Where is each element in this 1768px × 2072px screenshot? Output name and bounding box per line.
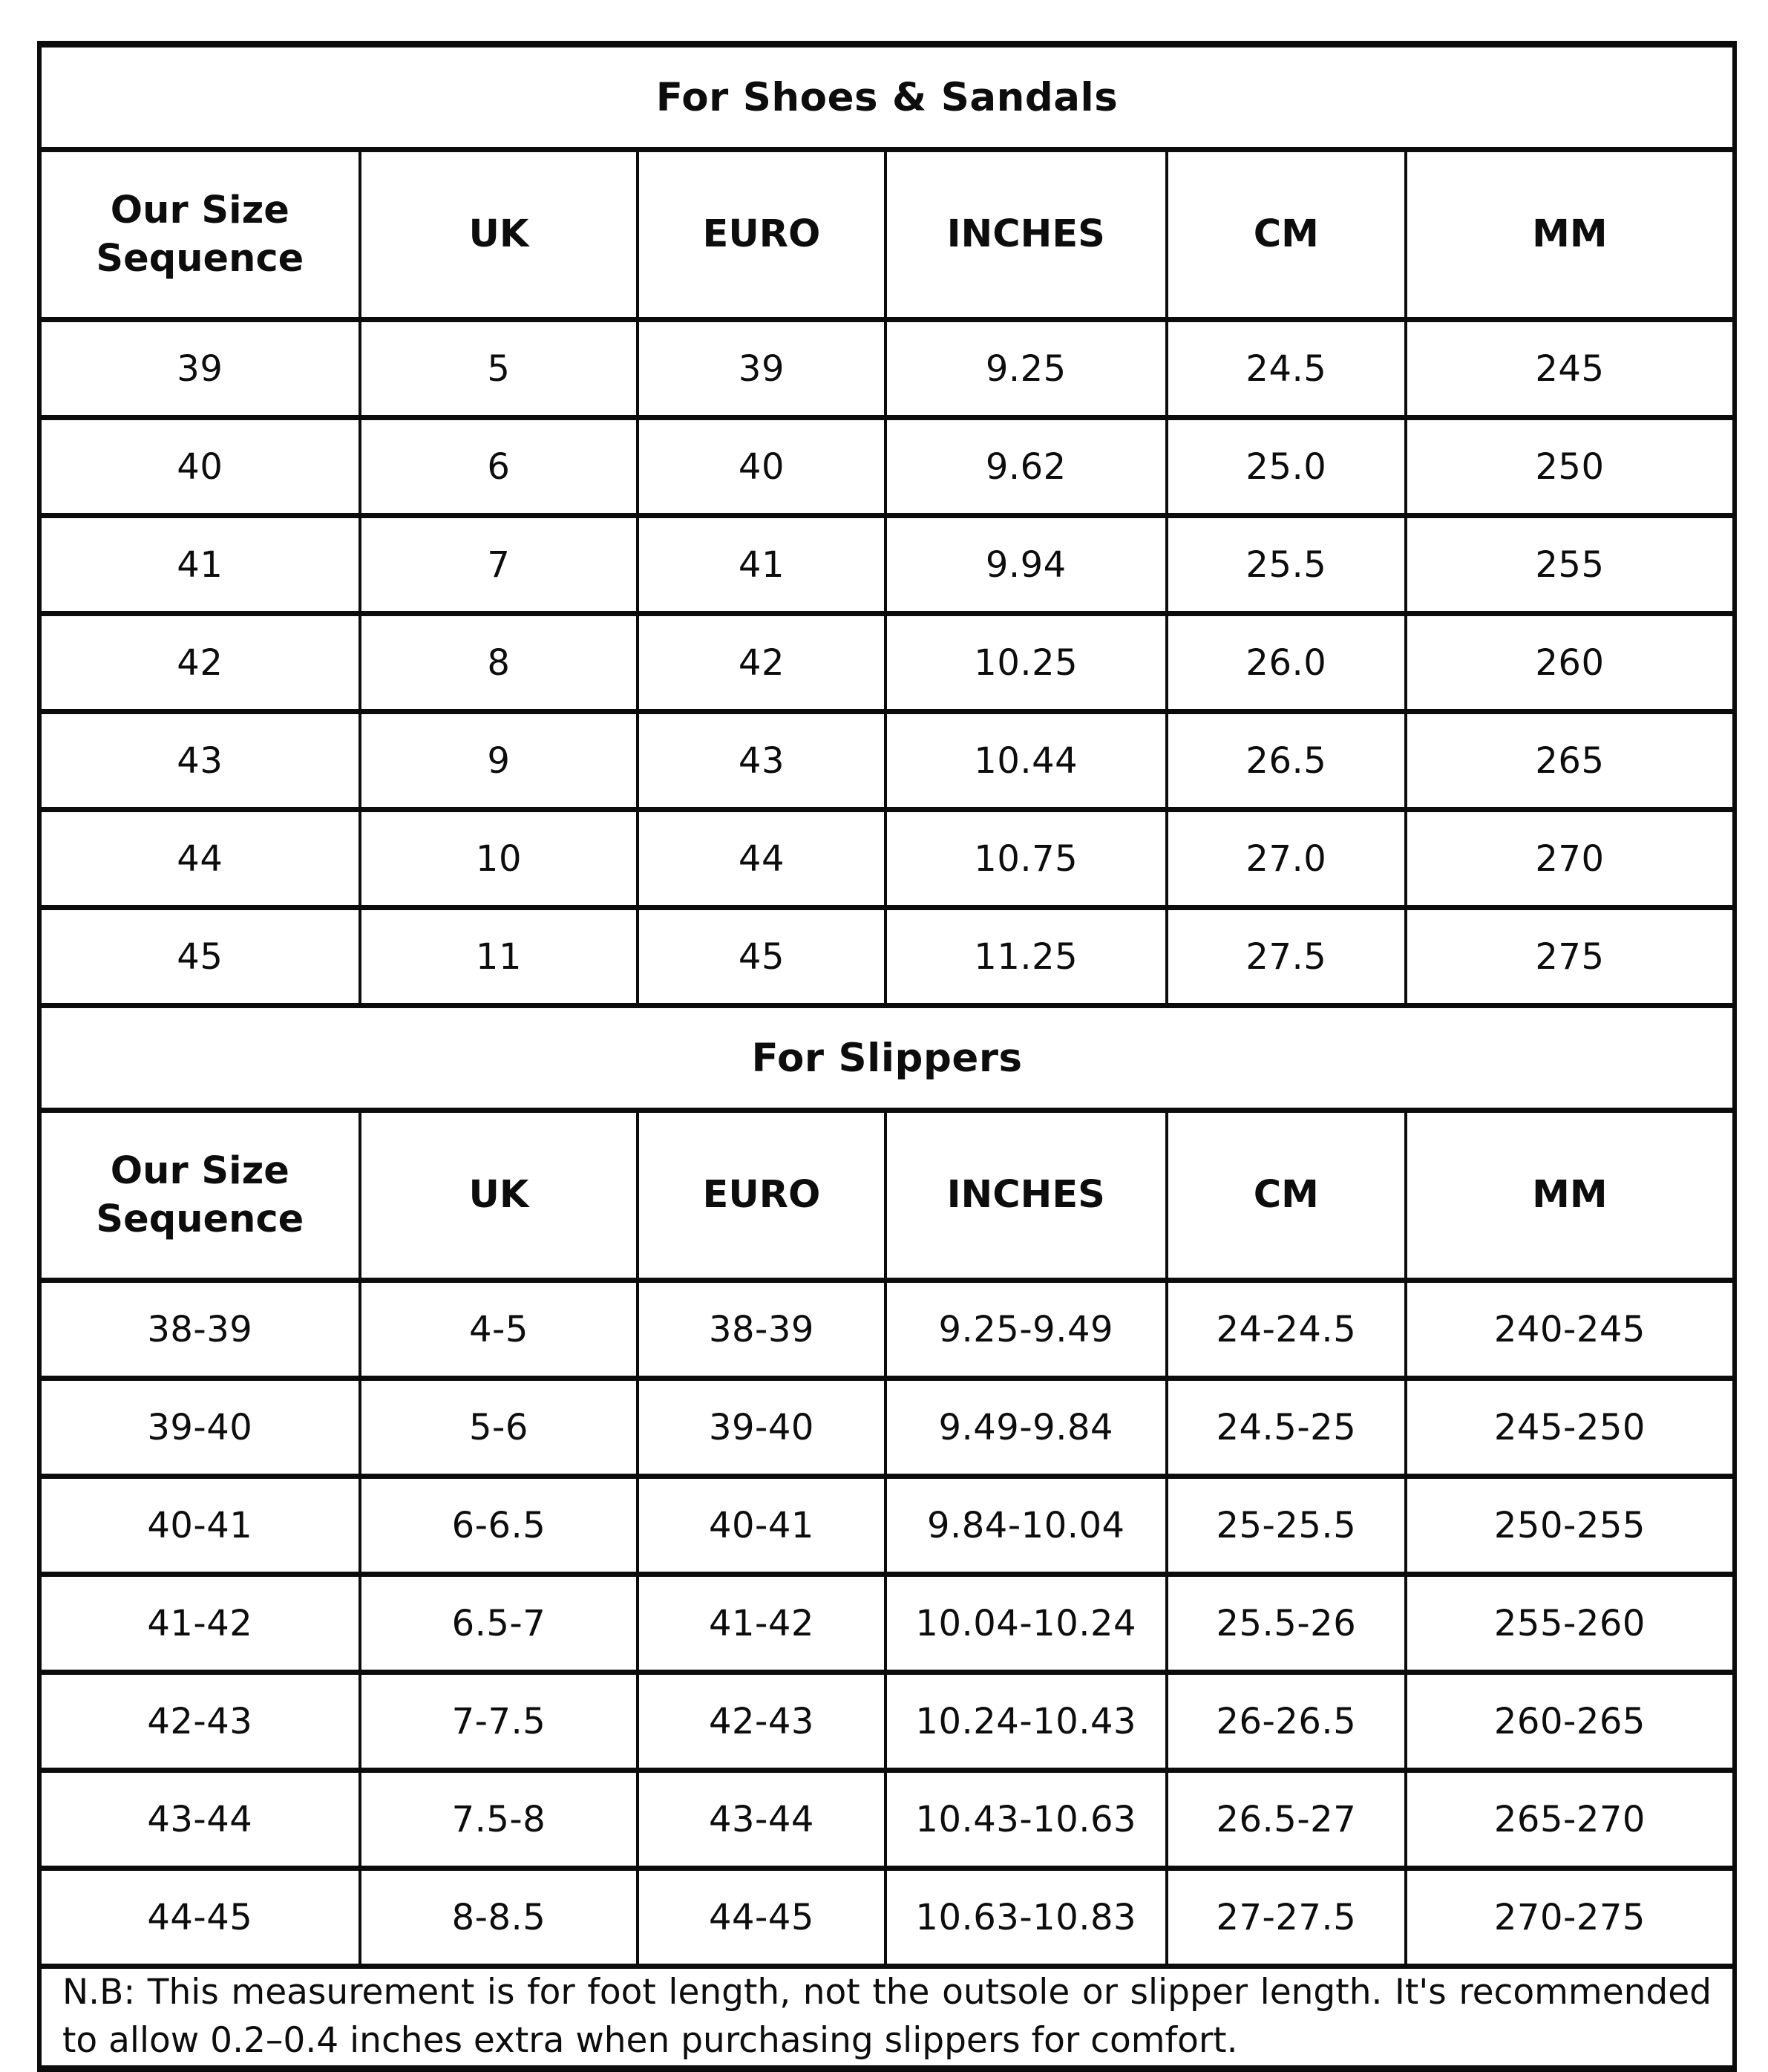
column-header: Our Size Sequence	[39, 150, 360, 320]
table-cell: 9.94	[885, 516, 1167, 614]
table-cell: 42	[39, 614, 360, 712]
column-header: INCHES	[885, 150, 1167, 320]
column-header: CM	[1167, 150, 1406, 320]
table-cell: 10.44	[885, 712, 1167, 810]
table-cell: 43-44	[638, 1771, 885, 1869]
column-header: EURO	[638, 1111, 885, 1281]
column-header: MM	[1406, 1111, 1735, 1281]
table-cell: 38-39	[39, 1281, 360, 1379]
column-header: Our Size Sequence	[39, 1111, 360, 1281]
table-cell: 44	[39, 810, 360, 908]
table-cell: 25.5-26	[1167, 1575, 1406, 1673]
table-cell: 44-45	[638, 1869, 885, 1967]
table-cell: 270	[1406, 810, 1735, 908]
table-cell: 39-40	[638, 1379, 885, 1477]
table-row	[39, 418, 1735, 516]
table-cell: 9.25	[885, 320, 1167, 418]
table-cell: 260	[1406, 614, 1735, 712]
table-cell: 9	[360, 712, 638, 810]
table-cell: 41	[638, 516, 885, 614]
size-chart-page	[37, 41, 1737, 2061]
section-row-0	[39, 45, 1735, 150]
table-row	[39, 1771, 1735, 1869]
table-cell: 41	[39, 516, 360, 614]
table-row	[39, 1869, 1735, 1967]
table-cell: 25-25.5	[1167, 1477, 1406, 1575]
table-cell: 6-6.5	[360, 1477, 638, 1575]
table-cell: 6.5-7	[360, 1575, 638, 1673]
table-cell: 245	[1406, 320, 1735, 418]
table-cell: 5	[360, 320, 638, 418]
table-row	[39, 320, 1735, 418]
table-cell: 10	[360, 810, 638, 908]
table-cell: 25.0	[1167, 418, 1406, 516]
table-cell: 41-42	[39, 1575, 360, 1673]
table-cell: 45	[39, 908, 360, 1006]
table-row	[39, 614, 1735, 712]
table-cell: 10.24-10.43	[885, 1673, 1167, 1771]
table-cell: 245-250	[1406, 1379, 1735, 1477]
table-row	[39, 1673, 1735, 1771]
table-row	[39, 1477, 1735, 1575]
table-cell: 10.25	[885, 614, 1167, 712]
column-header: INCHES	[885, 1111, 1167, 1281]
table-cell: 11	[360, 908, 638, 1006]
table-cell: 24-24.5	[1167, 1281, 1406, 1379]
column-header: CM	[1167, 1111, 1406, 1281]
table-cell: 24.5-25	[1167, 1379, 1406, 1477]
table-cell: 8-8.5	[360, 1869, 638, 1967]
table-cell: 42-43	[638, 1673, 885, 1771]
size-chart-table	[37, 41, 1737, 2072]
table-cell: 250-255	[1406, 1477, 1735, 1575]
table-cell: 43	[39, 712, 360, 810]
table-cell: 26-26.5	[1167, 1673, 1406, 1771]
table-cell: 41-42	[638, 1575, 885, 1673]
table-cell: 40	[39, 418, 360, 516]
table-cell: 7-7.5	[360, 1673, 638, 1771]
table-cell: 44	[638, 810, 885, 908]
column-header: UK	[360, 1111, 638, 1281]
column-header: UK	[360, 150, 638, 320]
table-cell: 26.5-27	[1167, 1771, 1406, 1869]
table-cell: 40-41	[638, 1477, 885, 1575]
table-cell: 39	[39, 320, 360, 418]
table-row	[39, 516, 1735, 614]
table-cell: 10.75	[885, 810, 1167, 908]
table-cell: 8	[360, 614, 638, 712]
table-cell: 255	[1406, 516, 1735, 614]
table-cell: 24.5	[1167, 320, 1406, 418]
table-cell: 38-39	[638, 1281, 885, 1379]
table-cell: 255-260	[1406, 1575, 1735, 1673]
table-cell: 27.5	[1167, 908, 1406, 1006]
table-cell: 9.84-10.04	[885, 1477, 1167, 1575]
table-cell: 42-43	[39, 1673, 360, 1771]
table-cell: 26.0	[1167, 614, 1406, 712]
header-row	[39, 1111, 1735, 1281]
column-header: EURO	[638, 150, 885, 320]
section-row-1	[39, 1006, 1735, 1111]
table-cell: 7	[360, 516, 638, 614]
table-row	[39, 712, 1735, 810]
table-cell: 10.04-10.24	[885, 1575, 1167, 1673]
table-row	[39, 1281, 1735, 1379]
table-cell: 39-40	[39, 1379, 360, 1477]
table-cell: 7.5-8	[360, 1771, 638, 1869]
section-title: For Slippers	[39, 1006, 1735, 1111]
table-cell: 27.0	[1167, 810, 1406, 908]
table-cell: 45	[638, 908, 885, 1006]
header-row	[39, 150, 1735, 320]
table-cell: 42	[638, 614, 885, 712]
table-cell: 10.43-10.63	[885, 1771, 1167, 1869]
section-title: For Shoes & Sandals	[39, 45, 1735, 150]
table-row	[39, 1379, 1735, 1477]
table-cell: 43-44	[39, 1771, 360, 1869]
table-cell: 25.5	[1167, 516, 1406, 614]
table-cell: 265	[1406, 712, 1735, 810]
table-cell: 5-6	[360, 1379, 638, 1477]
column-header: MM	[1406, 150, 1735, 320]
table-cell: 10.63-10.83	[885, 1869, 1167, 1967]
table-cell: 40-41	[39, 1477, 360, 1575]
table-cell: 39	[638, 320, 885, 418]
table-cell: 40	[638, 418, 885, 516]
table-cell: 275	[1406, 908, 1735, 1006]
table-row	[39, 1575, 1735, 1673]
table-cell: 240-245	[1406, 1281, 1735, 1379]
table-cell: 260-265	[1406, 1673, 1735, 1771]
table-row	[39, 810, 1735, 908]
table-cell: 27-27.5	[1167, 1869, 1406, 1967]
note-row	[39, 1967, 1735, 2069]
table-cell: 9.49-9.84	[885, 1379, 1167, 1477]
table-cell: 265-270	[1406, 1771, 1735, 1869]
table-cell: 250	[1406, 418, 1735, 516]
table-cell: 43	[638, 712, 885, 810]
table-cell: 9.25-9.49	[885, 1281, 1167, 1379]
table-cell: 11.25	[885, 908, 1167, 1006]
size-chart-body	[39, 45, 1735, 2069]
table-cell: 26.5	[1167, 712, 1406, 810]
table-cell: 4-5	[360, 1281, 638, 1379]
table-cell: 9.62	[885, 418, 1167, 516]
table-cell: 6	[360, 418, 638, 516]
note-text: N.B: This measurement is for foot length, not the outsole or slipper length. It's recommended to allow 0.2–0.4 inches extra when purchasing slippers for comfort.	[39, 1967, 1735, 2069]
table-cell: 44-45	[39, 1869, 360, 1967]
table-cell: 270-275	[1406, 1869, 1735, 1967]
table-row	[39, 908, 1735, 1006]
